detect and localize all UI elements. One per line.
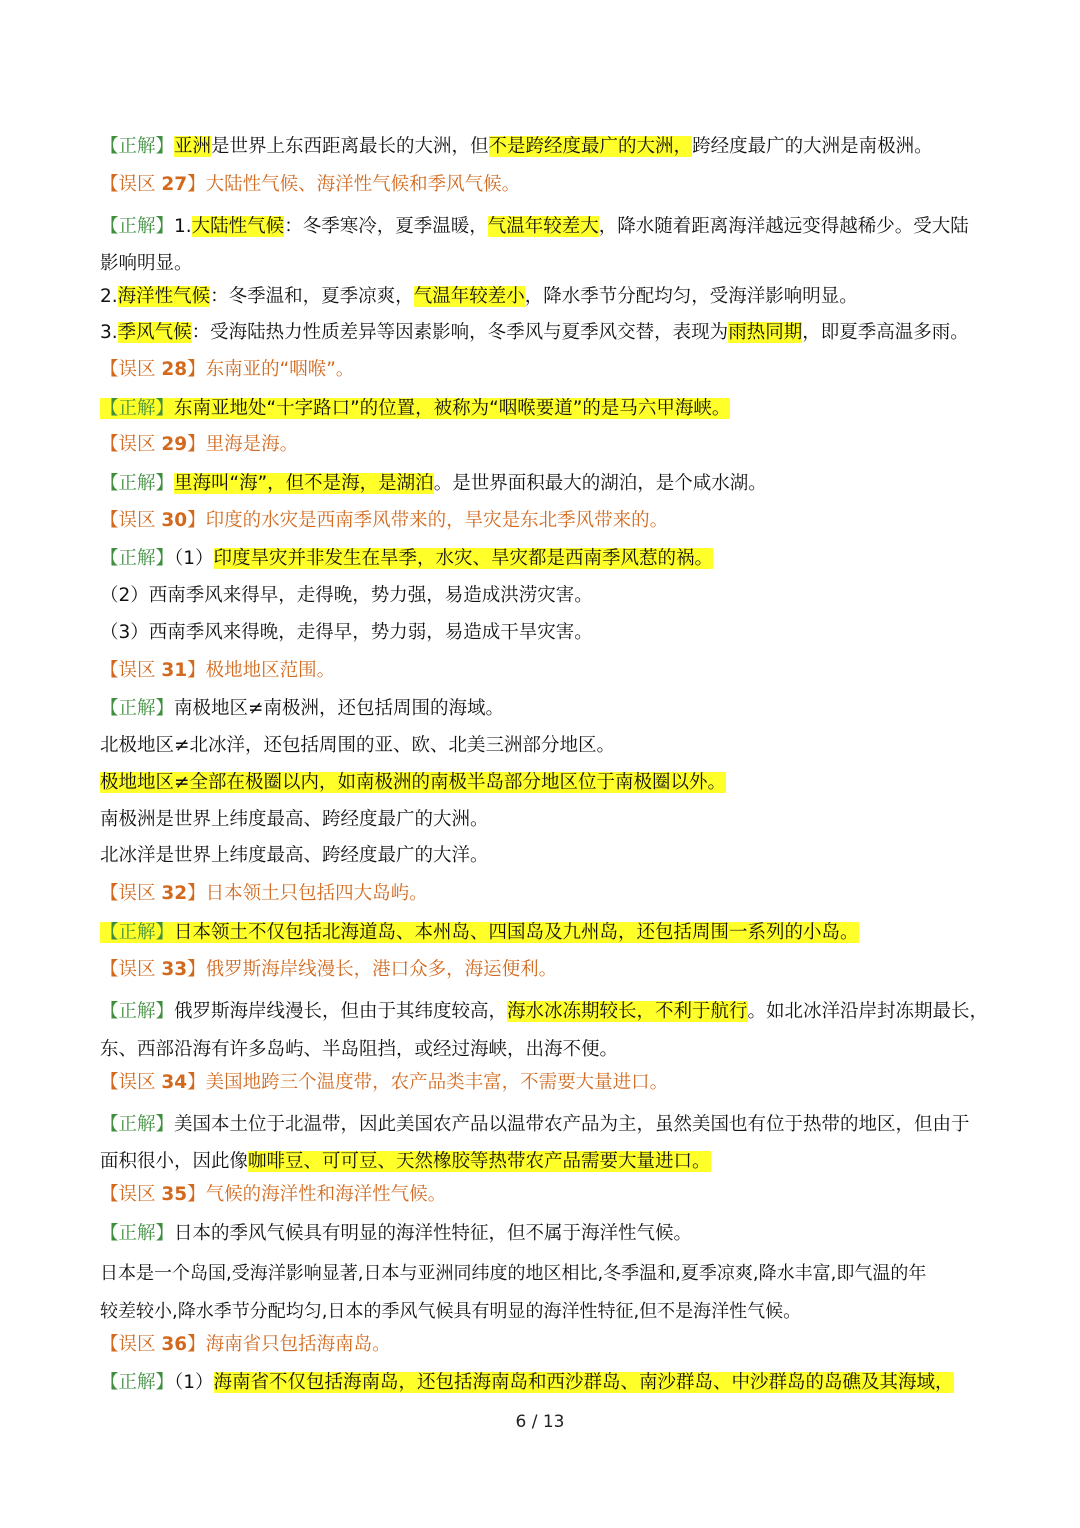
mistake-text: 】海南省只包括海南岛。 (187, 1334, 391, 1355)
text-line (100, 282, 858, 312)
text: ，降水随着距离海洋越远变得越稀少。受大陆 (598, 216, 969, 237)
text: 南极洲是世界上纬度最高、跨经度最广的大洲。 (100, 809, 489, 830)
mistake-heading (100, 1330, 391, 1360)
mistake-text: 】里海是海。 (187, 434, 299, 455)
text: ，即夏季高温多雨。 (802, 322, 969, 343)
mistake-tag: 【误区 (100, 1072, 162, 1093)
mistake-tag: 【误区 (100, 959, 162, 980)
mistake-tag: 【误区 (100, 359, 162, 380)
mistake-tag: 【误区 (100, 434, 162, 455)
correct-tag: 【正解】 (100, 398, 175, 419)
highlight: 咖啡豆、可可豆、天然橡胶等热带农产品需要大量进口。 (248, 1151, 711, 1172)
correct-tag: 【正解】 (100, 216, 175, 237)
mistake-number: 34 (161, 1072, 188, 1093)
text: ：冬季温和，夏季凉爽， (210, 286, 414, 307)
page-number: 6 / 13 (515, 1412, 565, 1432)
text: （1） (174, 548, 214, 569)
mistake-text: 】东南亚的“咽喉”。 (187, 359, 355, 380)
mistake-heading (100, 1180, 446, 1210)
correct-tag: 【正解】 (100, 548, 175, 569)
text-line (100, 841, 489, 871)
correct-answer-line (100, 132, 933, 162)
mistake-text: 】俄罗斯海岸线漫长，港口众多，海运便利。 (187, 959, 558, 980)
highlight: 东南亚地处“十字路口”的位置，被称为“咽喉要道”的是马六甲海峡。 (174, 398, 731, 419)
text: （2）西南季风来得早，走得晚，势力强，易造成洪涝灾害。 (100, 585, 593, 606)
correct-tag: 【正解】 (100, 1223, 175, 1244)
mistake-number: 27 (161, 174, 188, 195)
text-line (100, 618, 593, 648)
text: 。如北冰洋沿岸封冻期最长， (747, 1001, 989, 1022)
highlight: 印度旱灾并非发生在旱季，水灾、旱灾都是西南季风惹的祸。 (213, 548, 714, 569)
highlight: 极地地区≠全部在极圈以内，如南极洲的南极半岛部分地区位于南极圈以外。 (100, 772, 727, 793)
correct-answer-line (100, 1110, 970, 1140)
correct-tag: 【正解】 (100, 1372, 175, 1393)
correct-answer-line (100, 1219, 692, 1249)
highlight: 不是跨经度最广的大洲， (488, 136, 693, 157)
mistake-text: 】极地地区范围。 (187, 660, 336, 681)
highlight: 大陆性气候 (191, 216, 285, 237)
mistake-tag: 【误区 (100, 510, 162, 531)
highlight: 里海叫“海”，但不是海，是湖泊 (174, 473, 434, 494)
correct-answer-line (100, 694, 504, 724)
text: 东、西部沿海有许多岛屿、半岛阻挡，或经过海峡，出海不便。 (100, 1039, 619, 1060)
correct-tag: 【正解】 (100, 1114, 175, 1135)
mistake-number: 29 (161, 434, 188, 455)
text: 影响明显。 (100, 253, 193, 274)
mistake-tag: 【误区 (100, 174, 162, 195)
text: 2. (100, 286, 118, 307)
highlight: 雨热同期 (728, 322, 803, 343)
mistake-text: 】印度的水灾是西南季风带来的，旱灾是东北季风带来的。 (187, 510, 669, 531)
text: 南极地区≠南极洲，还包括周围的海域。 (174, 698, 505, 719)
highlight: 亚洲 (174, 136, 212, 157)
mistake-text: 】大陆性气候、海洋性气候和季风气候。 (187, 174, 521, 195)
correct-answer-line (100, 997, 988, 1027)
highlight: 海洋性气候 (117, 286, 211, 307)
text: 日本的季风气候具有明显的海洋性特征，但不属于海洋性气候。 (174, 1223, 693, 1244)
correct-tag: 【正解】 (100, 1001, 175, 1022)
text: 是世界上东西距离最长的大洲，但 (211, 136, 489, 157)
mistake-number: 36 (161, 1334, 188, 1355)
text: 3. (100, 322, 118, 343)
correct-tag: 【正解】 (100, 698, 175, 719)
correct-answer-line (100, 918, 859, 948)
text-line (100, 1297, 801, 1327)
text: 美国本土位于北温带，因此美国农产品以温带农产品为主，虽然美国也有位于热带的地区，但由于 (174, 1114, 970, 1135)
text: 俄罗斯海岸线漫长，但由于其纬度较高， (174, 1001, 508, 1022)
mistake-heading (100, 656, 335, 686)
highlight: 气温年较差小 (413, 286, 525, 307)
text: 跨经度最广的大洲是南极洲。 (692, 136, 933, 157)
correct-tag: 【正解】 (100, 922, 175, 943)
mistake-heading (100, 430, 298, 460)
text: 面积很小，因此像 (100, 1151, 249, 1172)
text-line (100, 1259, 926, 1289)
text: （3）西南季风来得晚，走得早，势力弱，易造成干旱灾害。 (100, 622, 593, 643)
mistake-heading (100, 955, 557, 985)
correct-answer-line (100, 212, 969, 242)
mistake-tag: 【误区 (100, 1334, 162, 1355)
text: ：受海陆热力性质差异等因素影响，冬季风与夏季风交替，表现为 (191, 322, 729, 343)
correct-tag: 【正解】 (100, 136, 175, 157)
text: 北冰洋是世界上纬度最高、跨经度最广的大洋。 (100, 845, 489, 866)
text: 。是世界面积最大的湖泊，是个咸水湖。 (433, 473, 767, 494)
highlight: 海南省不仅包括海南岛，还包括海南岛和西沙群岛、南沙群岛、中沙群岛的岛礁及其海域， (213, 1372, 954, 1393)
text-line (100, 768, 726, 798)
mistake-number: 33 (161, 959, 188, 980)
mistake-text: 】气候的海洋性和海洋性气候。 (187, 1184, 447, 1205)
mistake-number: 32 (161, 883, 188, 904)
mistake-tag: 【误区 (100, 883, 162, 904)
mistake-number: 31 (161, 660, 188, 681)
text-line (100, 1035, 618, 1065)
text: 北极地区≠北冰洋，还包括周围的亚、欧、北美三洲部分地区。 (100, 735, 616, 756)
text: 1. (174, 216, 192, 237)
text: ，降水季节分配均匀，受海洋影响明显。 (524, 286, 858, 307)
mistake-text: 】美国地跨三个温度带，农产品类丰富，不需要大量进口。 (187, 1072, 669, 1093)
mistake-number: 35 (161, 1184, 188, 1205)
mistake-heading (100, 1068, 668, 1098)
text: 较差较小,降水季节分配均匀,日本的季风气候具有明显的海洋性特征,但不是海洋性气候。 (100, 1301, 802, 1322)
mistake-heading (100, 506, 668, 536)
highlight: 日本领土不仅包括北海道岛、本州岛、四国岛及九州岛，还包括周围一系列的小岛。 (174, 922, 859, 943)
text-line (100, 1147, 711, 1177)
correct-answer-line (100, 1368, 954, 1398)
correct-answer-line (100, 394, 730, 424)
mistake-number: 30 (161, 510, 188, 531)
text-line (100, 249, 193, 279)
text: 日本是一个岛国,受海洋影响显著,日本与亚洲同纬度的地区相比,冬季温和,夏季凉爽,降水丰富,即气温的年 (100, 1263, 927, 1284)
text: （1） (174, 1372, 214, 1393)
mistake-tag: 【误区 (100, 1184, 162, 1205)
text-line (100, 731, 615, 761)
mistake-heading (100, 879, 428, 909)
highlight: 季风气候 (117, 322, 192, 343)
highlight: 海水冰冻期较长，不利于航行 (507, 1001, 748, 1022)
mistake-number: 28 (161, 359, 188, 380)
correct-answer-line (100, 469, 767, 499)
correct-tag: 【正解】 (100, 473, 175, 494)
correct-answer-line (100, 544, 713, 574)
mistake-heading (100, 170, 520, 200)
mistake-tag: 【误区 (100, 660, 162, 681)
mistake-text: 】日本领土只包括四大岛屿。 (187, 883, 428, 904)
text: ：冬季寒冷，夏季温暖， (284, 216, 488, 237)
text-line (100, 318, 969, 348)
mistake-heading (100, 355, 354, 385)
highlight: 气温年较差大 (487, 216, 599, 237)
text-line (100, 805, 489, 835)
text-line (100, 581, 593, 611)
